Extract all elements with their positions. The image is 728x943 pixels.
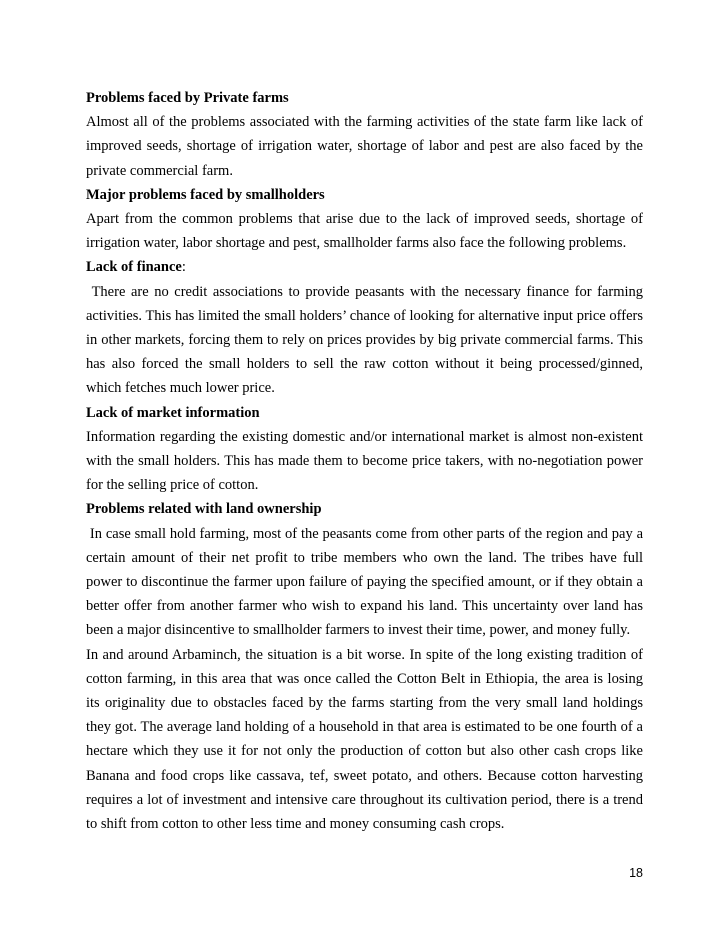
paragraph-market-information: Information regarding the existing domestic and/or international market is almost non-existent with the small holders. This has made them to become price takers, with no-negotiation power for the selling price of cotton.	[86, 428, 643, 494]
paragraph-land-ownership-text: In case small hold farming, most of the peasants come from other parts of the region and pay a certain amount of their net profit to tribe members who own the land. The tribes have full power to discontinue the farmer upon failure of paying the specified amount, or if they obtain a better offer from another farmer who wish to expand his land. This uncertainty over land has been a major disincentive to smallholder farmers to invest their time, power, and money fully.	[86, 525, 644, 639]
paragraph-private-farms: Almost all of the problems associated with the farming activities of the state farm like lack of improved seeds, shortage of irrigation water, shortage of labor and pest are also faced by the private commercial farm.	[86, 114, 643, 179]
paragraph-lack-of-finance-text: There are no credit associations to provide peasants with the necessary finance for farming activities. This has limited the small holders’ chance of looking for alternative input price offers in other markets, forcing them to rely on prices provides by big private commercial farms. This has also forced the small holders to sell the raw cotton without it being processed/ginned, which fetches much lower price.	[86, 283, 644, 397]
heading-lack-of-finance-line	[86, 255, 643, 279]
page-number: 18	[629, 866, 643, 880]
paragraph-arbaminch: In and around Arbaminch, the situation is a bit worse. In spite of the long existing tradition of cotton farming, in this area that was once called the Cotton Belt in Ethiopia, the area is losing its originality due to obstacles faced by the farms starting from the very small land holdings they got. The average land holding of a household in that area is estimated to be one fourth of a hectare which they use it for not only the production of cotton but also other cash crops like Banana and food crops like cassava, tef, sweet potato, and others. Because cotton harvesting requires a lot of investment and intensive care throughout its cultivation period, there is a trend to shift from cotton to other less time and money consuming cash crops.	[86, 646, 643, 833]
heading-market-information: Lack of market information	[86, 404, 260, 421]
heading-lack-of-finance: Lack of finance	[86, 259, 182, 276]
heading-smallholders: Major problems faced by smallholders	[86, 186, 325, 203]
paragraph-lack-of-finance	[86, 280, 643, 401]
heading-lack-of-finance-colon: :	[181, 259, 186, 276]
heading-land-ownership: Problems related with land ownership	[86, 501, 322, 518]
page-content	[86, 86, 643, 836]
paragraph-smallholders: Apart from the common problems that arise due to the lack of improved seeds, shortage of irrigation water, labor shortage and pest, smallholder farms also face the following problems.	[86, 211, 643, 252]
paragraph-land-ownership	[86, 522, 643, 643]
heading-private-farms: Problems faced by Private farms	[86, 90, 289, 106]
